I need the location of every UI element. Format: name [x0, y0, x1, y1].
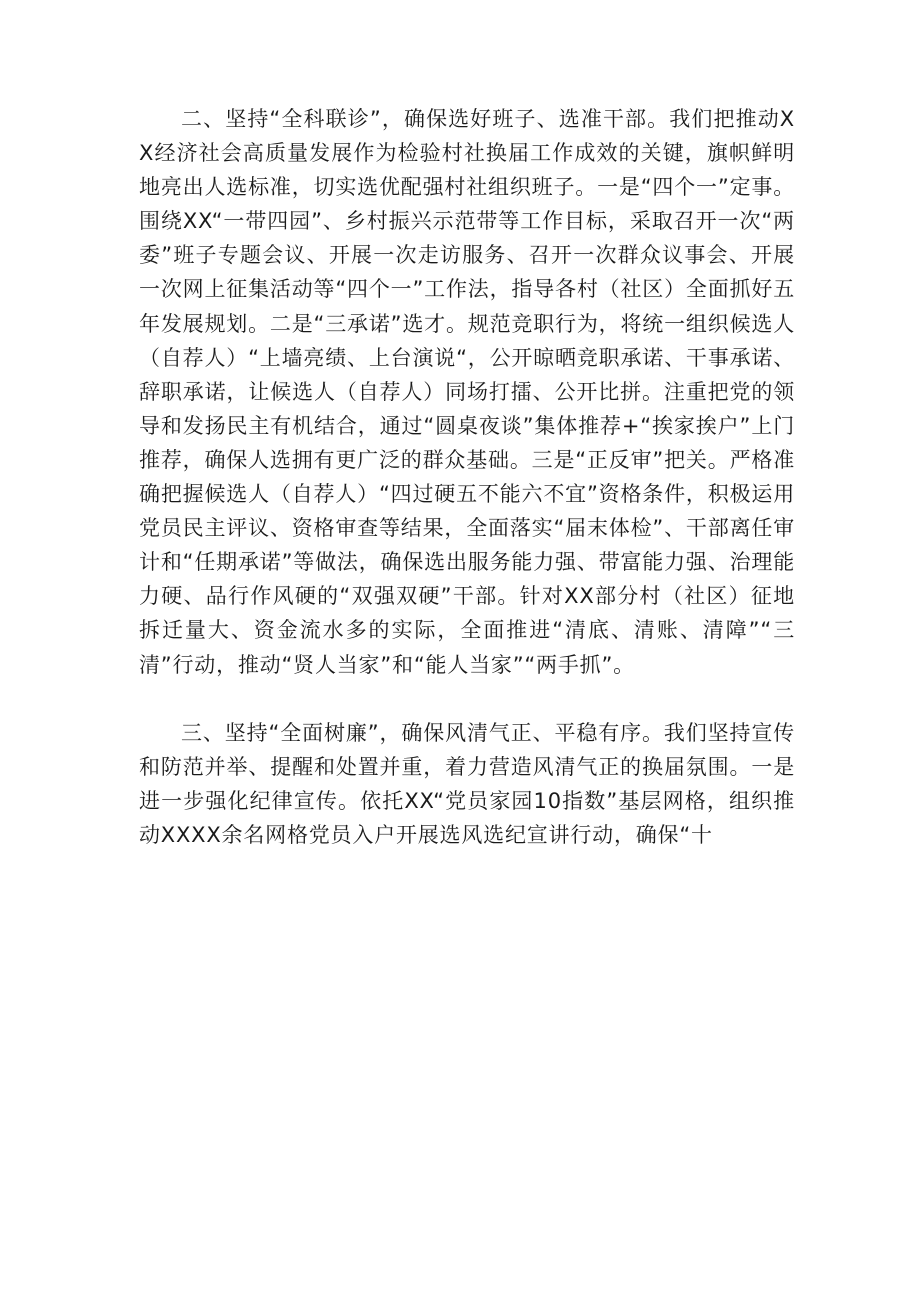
paragraph-two: 二、坚持“全科联诊”，确保选好班子、选准干部。我们把推动XX经济社会高质量发展作为检验村社换届工作成效的关键，旗帜鲜明地亮出人选标准，切实选优配强村社组织班子。一是“四个一”定事。围绕XX“一带四园”、乡村振兴示范带等工作目标，采取召开一次“两委”班子专题会议、开展一次走访服务、召开一次群众议事会、开展一次网上征集活动等“四个一”工作法，指导各村（社区）全面抓好五年发展规划。二是“三承诺”选才。规范竞职行为，将统一组织候选人（自荐人）“上墙亮绩、上台演说“，公开晾晒竞职承诺、干事承诺、辞职承诺，让候选人（自荐人）同场打擂、公开比拼。注重把党的领导和发扬民主有机结合，通过“圆桌夜谈”集体推荐+“挨家挨户”上门推荐，确保人选拥有更广泛的群众基础。三是“正反审”把关。严格准确把握候选人（自荐人）“四过硬五不能六不宜”资格条件，积极运用党员民主评议、资格审查等结果，全面落实“届末体检”、干部离任审计和“任期承诺”等做法，确保选出服务能力强、带富能力强、治理能力硬、品行作风硬的“双强双硬”干部。针对XX部分村（社区）征地拆迁量大、资金流水多的实际，全面推进“清底、清账、清障”“三清”行动，推动“贤人当家”和“能人当家”“两手抓”。	[139, 107, 795, 677]
document-body	[139, 102, 795, 852]
paragraph-three: 三、坚持“全面树廉”，确保风清气正、平稳有序。我们坚持宣传和防范并举、提醒和处置并重，着力营造风清气正的换届氛围。一是进一步强化纪律宣传。依托XX“党员家园10指数”基层网格，组织推动XXXX余名网格党员入户开展选风选纪宣讲行动，确保“十	[139, 720, 795, 847]
